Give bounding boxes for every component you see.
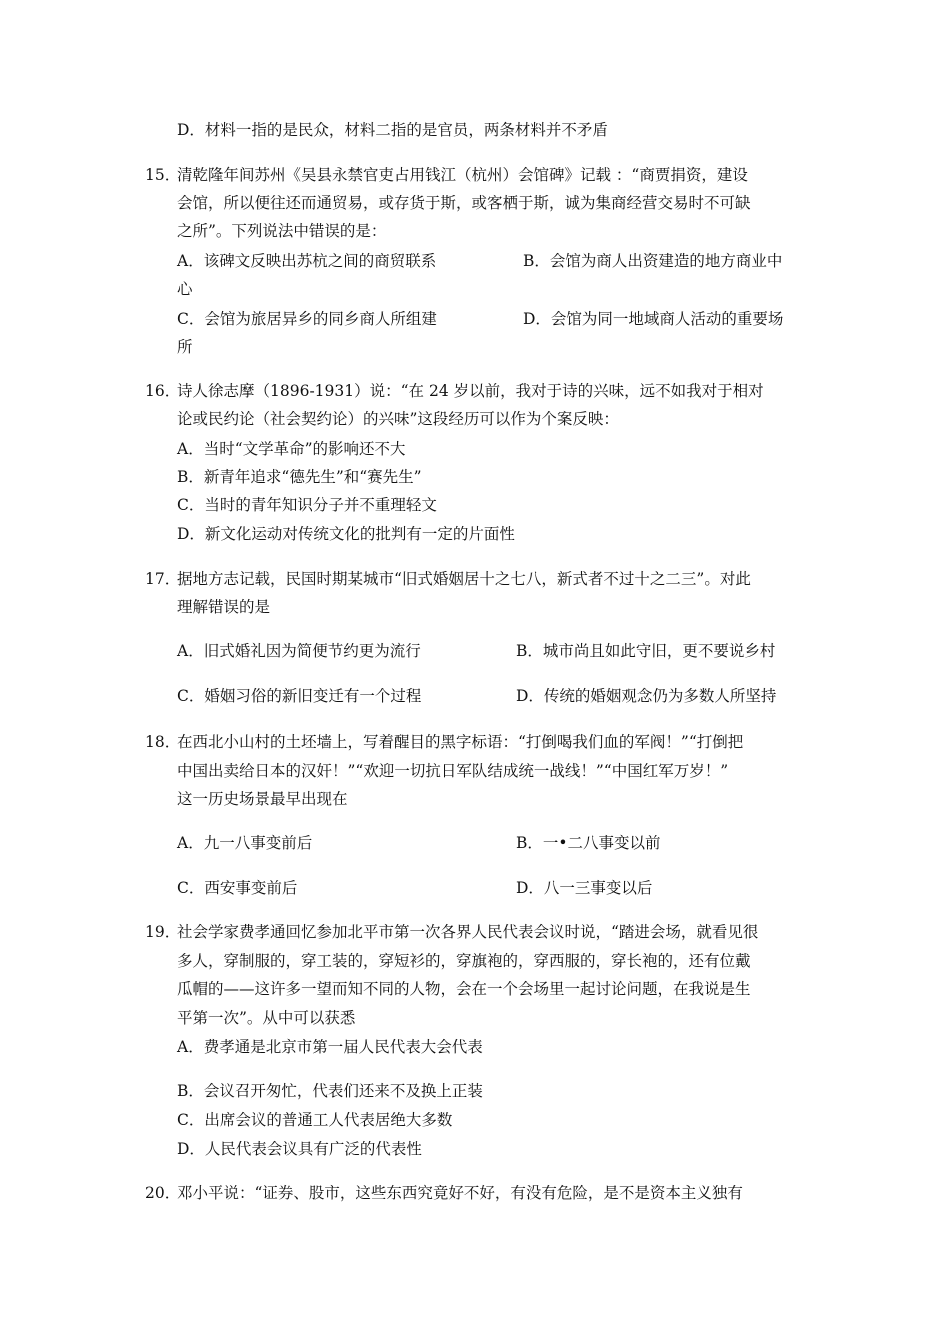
q15-stem-line: 会馆，所以便往还而通贸易，或存货于斯，或客栖于斯，诚为集商经营交易时不可缺 bbox=[177, 194, 751, 212]
q17-option-a: A．旧式婚礼因为简便节约更为流行 bbox=[177, 642, 421, 660]
q16-option-a: A．当时“文学革命”的影响还不大 bbox=[177, 440, 406, 458]
q16-option-c: C．当时的青年知识分子并不重理轻文 bbox=[177, 496, 437, 514]
q16-stem-line: 诗人徐志摩（1896-1931）说：“在 24 岁以前，我对于诗的兴味，远不如我对于相对 bbox=[177, 382, 764, 400]
q17-stem-line: 据地方志记载，民国时期某城市“旧式婚姻居十之七八，新式者不过十之二三”。对此 bbox=[177, 570, 751, 588]
q18-stem-line: 在西北小山村的土坯墙上，写着醒目的黑字标语：“打倒喝我们血的军阀！”“打倒把 bbox=[177, 733, 744, 751]
q20-stem-line: 邓小平说：“证券、股市，这些东西究竟好不好，有没有危险，是不是资本主义独有 bbox=[177, 1184, 743, 1202]
q16-stem-line: 论或民约论（社会契约论）的兴味”这段经历可以作为个案反映： bbox=[177, 410, 619, 428]
q15-option-d: D．会馆为同一地域商人活动的重要场 bbox=[523, 310, 784, 328]
q19-stem-line: 社会学家费孝通回忆参加北平市第一次各界人民代表会议时说，“踏进会场，就看见很 bbox=[177, 923, 759, 941]
q17-option-c: C．婚姻习俗的新旧变迁有一个过程 bbox=[177, 687, 422, 705]
q14-option-d: D．材料一指的是民众，材料二指的是官员，两条材料并不矛盾 bbox=[177, 121, 608, 139]
q16-number: 16． bbox=[145, 382, 181, 400]
q16-option-b: B．新青年追求“德先生”和“赛先生” bbox=[177, 468, 422, 486]
q20-number: 20． bbox=[145, 1184, 181, 1202]
q19-stem-line: 多人，穿制服的，穿工装的，穿短衫的，穿旗袍的，穿西服的，穿长袍的，还有位戴 bbox=[177, 952, 751, 970]
q18-option-c: C．西安事变前后 bbox=[177, 879, 298, 897]
q15-option-a: A．该碑文反映出苏杭之间的商贸联系 bbox=[177, 252, 437, 270]
q15-option-b: B．会馆为商人出资建造的地方商业中 bbox=[523, 252, 783, 270]
q15-stem-line: 清乾隆年间苏州《吴县永禁官吏占用钱江（杭州）会馆碑》记载 ：“商贾捐资，建设 bbox=[177, 166, 748, 184]
q15-number: 15． bbox=[145, 166, 181, 184]
q18-number: 18． bbox=[145, 733, 181, 751]
q19-stem-line: 平第一次”。从中可以获悉 bbox=[177, 1009, 356, 1027]
q15-option-b-continued: 心 bbox=[177, 280, 193, 298]
q19-option-b: B．会议召开匆忙，代表们还来不及换上正装 bbox=[177, 1082, 483, 1100]
q17-option-d: D．传统的婚姻观念仍为多数人所坚持 bbox=[516, 687, 777, 705]
q15-option-c: C．会馆为旅居异乡的同乡商人所组建 bbox=[177, 310, 437, 328]
q16-option-d: D．新文化运动对传统文化的批判有一定的片面性 bbox=[177, 525, 515, 543]
q19-option-d: D．人民代表会议具有广泛的代表性 bbox=[177, 1140, 422, 1158]
q19-stem-line: 瓜帽的——这许多一望而知不同的人物，会在一个会场里一起讨论问题，在我说是生 bbox=[177, 980, 751, 998]
q15-stem-line: 之所”。下列说法中错误的是： bbox=[177, 222, 387, 240]
q18-option-a: A．九一八事变前后 bbox=[177, 834, 313, 852]
q19-number: 19． bbox=[145, 923, 181, 941]
q17-option-b: B．城市尚且如此守旧，更不要说乡村 bbox=[516, 642, 776, 660]
q18-stem-line: 这一历史场景最早出现在 bbox=[177, 790, 348, 808]
q18-stem-line: 中国出卖给日本的汉奸！”“欢迎一切抗日军队结成统一战线！”“中国红军万岁！” bbox=[177, 762, 729, 780]
q15-option-d-continued: 所 bbox=[177, 338, 193, 356]
q19-option-c: C．出席会议的普通工人代表居绝大多数 bbox=[177, 1111, 453, 1129]
q17-number: 17． bbox=[145, 570, 181, 588]
q18-option-d: D．八一三事变以后 bbox=[516, 879, 653, 897]
q18-option-b: B．一•二八事变以前 bbox=[516, 834, 661, 852]
q19-option-a: A．费孝通是北京市第一届人民代表大会代表 bbox=[177, 1038, 483, 1056]
q17-stem-line: 理解错误的是 bbox=[177, 598, 271, 616]
